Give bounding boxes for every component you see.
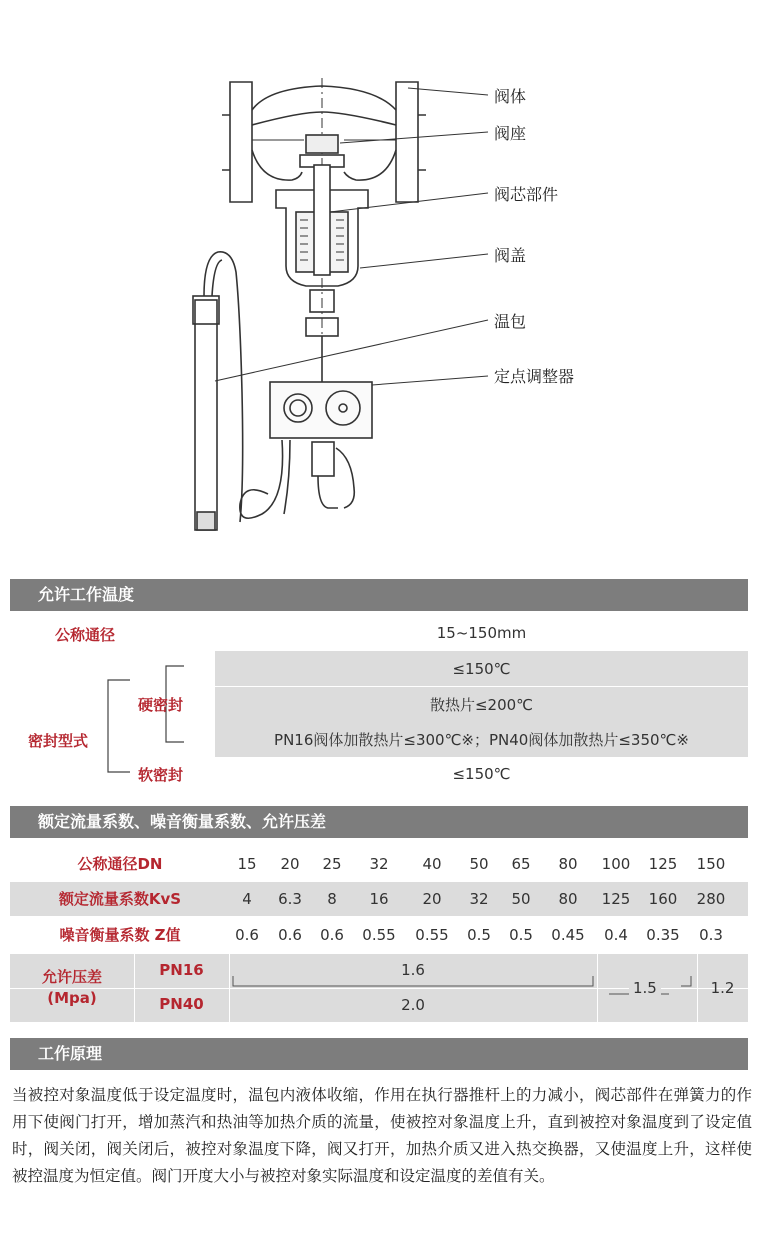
principle-text: 当被控对象温度低于设定温度时，温包内液体收缩，作用在执行器推杆上的力减小，阀芯部件在弹簧力的作用下使阀门打开，增加蒸汽和热油等加热介质的流量，使被控对象温度上升，直到被控对象温度到了设定值时，阀关闭，阀关闭后，被控对象温度下降，阀又打开，加热介质又进入热交换器，又使温度上升，这样使被控温度为恒定值。阀门开度大小与被控对象实际温度和设定温度的差值有关。 [12,1086,752,1185]
dp-label: 允许压差 [41,968,102,986]
seal-type-label: 密封型式 [28,732,89,750]
band-divider [215,686,748,687]
z-cell: 0.6 [320,926,344,944]
seal-bracket [100,660,190,780]
kvs-cell: 4 [242,890,252,908]
mid-pressure-value: 1.5 [629,979,661,997]
kvs-cell: 280 [696,890,726,908]
kvs-row [10,882,748,916]
kvs-cell: 32 [469,890,489,908]
soft-seal-label: 软密封 [138,766,184,784]
dn-cell: 65 [511,855,531,873]
pn16-label: PN16 [159,961,204,979]
z-cell: 0.5 [467,926,491,944]
z-cell: 0.3 [699,926,723,944]
nominal-diameter-label: 公称通径 [55,626,116,644]
hard-seal-label: 硬密封 [138,696,184,714]
pn40-label: PN40 [159,995,204,1013]
z-row [10,918,748,952]
z-label: 噪音衡量系数 Z值 [59,926,181,944]
dn-cell: 15 [237,855,257,873]
section-title-temperature: 允许工作温度 [10,579,748,611]
z-cell: 0.55 [362,926,396,944]
z-cell: 0.5 [509,926,533,944]
kvs-cell: 125 [601,890,631,908]
kvs-cell: 6.3 [278,890,302,908]
dn-cell: 32 [369,855,389,873]
dn-cell: 20 [280,855,300,873]
z-cell: 0.45 [551,926,585,944]
dp-unit: (Mpa) [47,989,97,1007]
last-pressure-value: 1.2 [710,979,735,997]
label-sensor-bulb: 温包 [494,312,527,331]
hard-seal-value-2: 散热片≤200℃ [429,696,534,714]
kvs-cell: 20 [422,890,442,908]
pn40-value: 2.0 [401,996,425,1014]
label-bonnet: 阀盖 [494,246,527,265]
kvs-cell: 80 [558,890,578,908]
section-title-principle: 工作原理 [10,1038,748,1070]
dn-cell: 25 [322,855,342,873]
z-cell: 0.35 [646,926,680,944]
dn-cell: 50 [469,855,489,873]
dn-row [10,847,748,881]
dn-cell: 80 [558,855,578,873]
valve-drawing [0,0,783,575]
hard-seal-value-1: ≤150℃ [452,660,511,678]
section-title-coefficients: 额定流量系数、噪音衡量系数、允许压差 [10,806,748,838]
dn-cell: 125 [648,855,678,873]
kvs-cell: 50 [511,890,531,908]
kvs-label: 额定流量系数KvS [58,890,182,908]
nominal-diameter-value: 15~150mm [436,624,527,642]
kvs-cell: 16 [369,890,389,908]
soft-seal-value: ≤150℃ [452,765,511,783]
kvs-cell: 8 [327,890,337,908]
label-valve-core: 阀芯部件 [494,185,559,204]
label-valve-seat: 阀座 [494,124,527,143]
z-cell: 0.55 [415,926,449,944]
label-setpoint-adjuster: 定点调整器 [494,367,575,386]
label-valve-body: 阀体 [494,87,527,106]
valve-diagram [0,0,783,575]
z-cell: 0.6 [278,926,302,944]
z-cell: 0.6 [235,926,259,944]
kvs-cell: 160 [648,890,678,908]
dn-label: 公称通径DN [77,855,163,873]
dn-cell: 40 [422,855,442,873]
z-cell: 0.4 [604,926,628,944]
hard-seal-value-3: PN16阀体加散热片≤300℃※；PN40阀体加散热片≤350℃※ [274,731,689,749]
dn-cell: 100 [601,855,631,873]
pn16-value: 1.6 [401,961,425,979]
dn-cell: 150 [696,855,726,873]
